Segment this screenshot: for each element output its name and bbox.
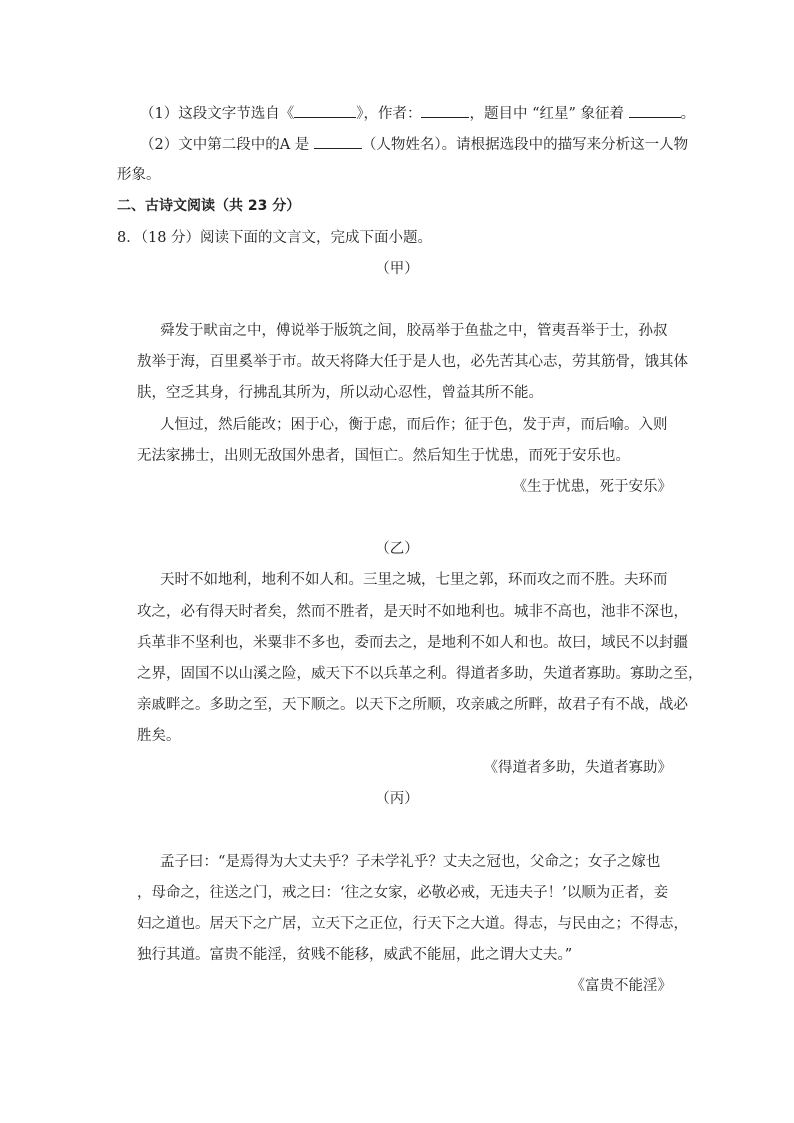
answer-blank-author[interactable] — [421, 103, 469, 118]
passage-bing-label: （丙） — [375, 791, 419, 807]
question-2-text-b: （人物姓名）。请根据选段中的描写来分析这一人物 — [361, 137, 689, 153]
passage-yi-line: 兵革非不坚利也，米粟非不多也，委而去之，是地利不如人和也。故曰，域民不以封疆 — [137, 635, 688, 651]
passage-yi-line: 之界，固国不以山溪之险，威天下不以兵革之利。得道者多助，失道者寡助。寡助之至， — [137, 666, 703, 682]
passage-bing-line: ，母命之，往送之门，戒之曰：‘往之女家，必敬必戒，无违夫子！’以顺为正者，妾 — [137, 885, 669, 901]
answer-blank-symbol[interactable] — [629, 103, 681, 118]
passage-jia-line: 敖举于海，百里奚举于市。故天将降大任于是人也，必先苦其心志，劳其筋骨，饿其体 — [137, 354, 688, 370]
question-1-text-a: （1）这段文字节选自《 — [140, 106, 295, 122]
passage-yi-line: 攻之，必有得天时者矣，然而不胜者，是天时不如地利也。城非不高也，池非不深也， — [137, 604, 688, 620]
answer-blank-title[interactable] — [294, 103, 356, 118]
question-2 — [140, 134, 688, 155]
passage-bing-line: 独行其道。富贵不能淫，贫贱不能移，威武不能屈，此之谓大丈夫。” — [137, 947, 573, 963]
passage-jia-line: 肤，空乏其身，行拂乱其所为，所以动心忍性，曾益其所不能。 — [137, 385, 543, 401]
passage-bing-line: 孟子曰：“是焉得为大丈夫乎？子未学礼乎？丈夫之冠也，父命之；女子之嫁也 — [160, 854, 661, 870]
section-heading: 二、古诗文阅读（共 23 分） — [117, 198, 301, 214]
passage-yi-line: 胜矣。 — [137, 728, 181, 744]
answer-blank-name[interactable] — [314, 134, 362, 149]
passage-bing-source: 《富贵不能淫》 — [570, 978, 672, 994]
question-2-continued: 形象。 — [117, 167, 161, 183]
passage-bing-line: 妇之道也。居天下之广居，立天下之正位，行天下之大道。得志，与民由之；不得志， — [137, 916, 688, 932]
question-2-text-a: （2）文中第二段中的A 是 — [140, 137, 310, 153]
question-1-text-b: 》，作者： — [356, 106, 422, 122]
question-1-text-d: 。 — [680, 106, 696, 122]
passage-yi-line: 亲戚畔之。多助之至，天下顺之。以天下之所顺，攻亲戚之所畔，故君子有不战，战必 — [137, 697, 688, 713]
passage-yi-line: 天时不如地利，地利不如人和。三里之城，七里之郭，环而攻之而不胜。夫环而 — [160, 572, 668, 588]
passage-jia-line: 人恒过，然后能改；困于心，衡于虑，而后作；征于色，发于声，而后喻。入则 — [160, 417, 668, 433]
passage-yi-label: （乙） — [375, 541, 419, 557]
passage-jia-line: 无法家拂士，出则无敌国外患者，国恒亡。然后知生于忧患，而死于安乐也。 — [137, 448, 630, 464]
passage-jia-label: （甲） — [375, 261, 419, 277]
passage-jia-line: 舜发于畎亩之中，傅说举于版筑之间，胶鬲举于鱼盐之中，管夷吾举于士，孙叔 — [160, 323, 668, 339]
question-8-prompt: 8．（18 分）阅读下面的文言文，完成下面小题。 — [117, 230, 433, 246]
passage-yi-source: 《得道者多助，失道者寡助》 — [483, 760, 672, 776]
question-1-text-c: ，题目中 “红星” 象征着 — [469, 106, 625, 122]
passage-jia-source: 《生于忧患，死于安乐》 — [512, 479, 672, 495]
question-1 — [140, 103, 695, 124]
